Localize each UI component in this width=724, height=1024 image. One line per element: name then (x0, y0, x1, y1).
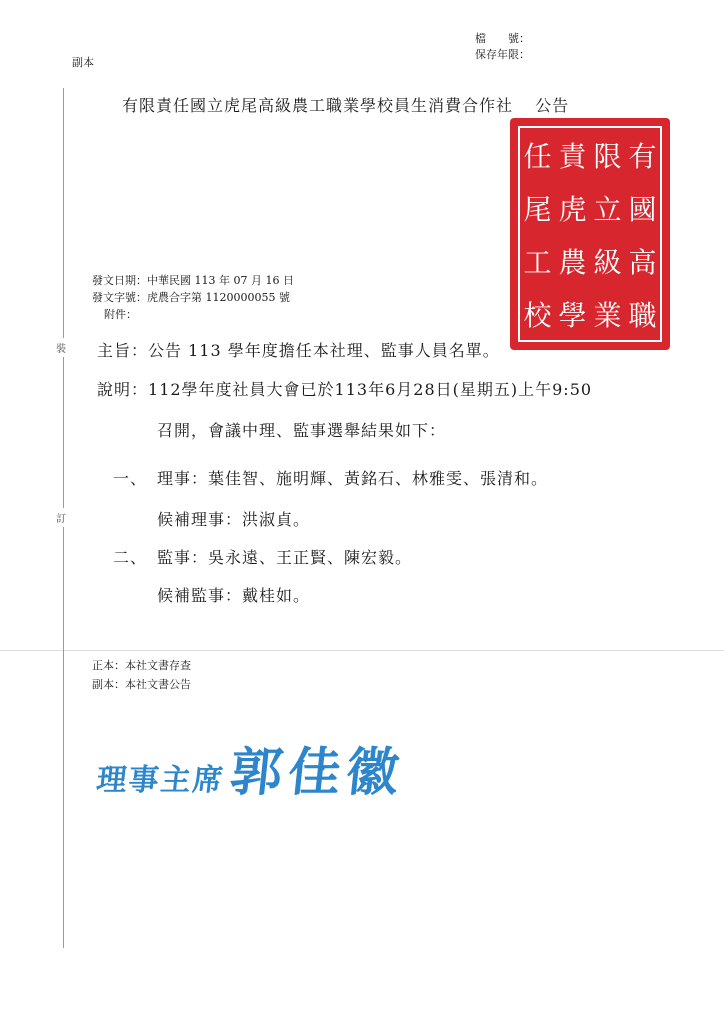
copy-label: 副本： (92, 678, 125, 691)
seal-character: 有 (628, 139, 657, 173)
attachment-label: 附件： (104, 308, 137, 321)
original-value: 本社文書存查 (125, 659, 191, 672)
seal-character: 學 (558, 298, 587, 332)
original-label: 正本： (92, 659, 125, 672)
seal-character: 職 (628, 298, 657, 332)
seal-character: 尾 (523, 192, 552, 226)
description-label: 說明： (97, 380, 149, 399)
subject-text: 公告 113 學年度擔任本社理、監事人員名單。 (148, 341, 500, 360)
issue-date-value: 中華民國 113 年 07 月 16 日 (147, 274, 294, 287)
issue-date-label: 發文日期： (92, 274, 147, 287)
subject-line (97, 338, 500, 361)
item-1-directors: 理事：葉佳智、施明輝、黃銘石、林雅雯、張清和。 (157, 469, 549, 488)
seal-character: 國 (628, 192, 657, 226)
archive-number-label: 檔 號： (475, 32, 530, 45)
binding-mark: 裝 (56, 338, 66, 357)
item-2-supervisors: 監事：吳永遠、王正賢、陳宏毅。 (157, 548, 413, 567)
binding-mark: 訂 (56, 508, 66, 527)
seal-character: 工 (523, 245, 552, 279)
issue-date (92, 272, 294, 288)
description-line-2: 召開，會議中理、監事選舉結果如下： (157, 421, 447, 440)
seal-character: 責 (558, 139, 587, 173)
item-2-alternate: 候補監事：戴桂如。 (157, 586, 311, 605)
seal-character: 高 (628, 245, 657, 279)
seal-character: 限 (593, 139, 622, 173)
fold-crease (0, 650, 724, 651)
seal-character-grid (518, 126, 662, 342)
description-line-1 (97, 377, 592, 400)
document-title (122, 93, 569, 116)
seal-character: 農 (558, 245, 587, 279)
seal-character: 級 (593, 245, 622, 279)
copy-recipient (92, 676, 191, 692)
description-text: 112學年度社員大會已於113年6月28日(星期五)上午9:50 (148, 380, 593, 399)
reference-number (92, 289, 290, 305)
reference-number-label: 發文字號： (92, 291, 147, 304)
retention-period-label: 保存年限： (475, 48, 530, 61)
original-recipient (92, 657, 191, 673)
subject-label: 主旨： (97, 341, 149, 360)
seal-character: 校 (523, 298, 552, 332)
copy-mark: 副本 (72, 56, 94, 69)
org-name: 有限責任國立虎尾高級農工職業學校員生消費合作社 (122, 96, 514, 115)
item-1-alternate: 候補理事：洪淑貞。 (157, 510, 311, 529)
chairman-signature-stamp (94, 730, 408, 805)
seal-character: 任 (523, 139, 552, 173)
signature-title: 理事主席 (94, 763, 227, 798)
signature-name: 郭佳徽 (227, 742, 408, 803)
seal-character: 虎 (558, 192, 587, 226)
reference-number-value: 虎農合字第 1120000055 號 (147, 291, 290, 304)
seal-character: 立 (593, 192, 622, 226)
copy-value: 本社文書公告 (125, 678, 191, 691)
doc-type: 公告 (535, 96, 570, 115)
seal-character: 業 (593, 298, 622, 332)
item-1-number: 一、 (113, 469, 148, 488)
official-seal (510, 118, 670, 350)
item-2-number: 二、 (113, 548, 148, 567)
